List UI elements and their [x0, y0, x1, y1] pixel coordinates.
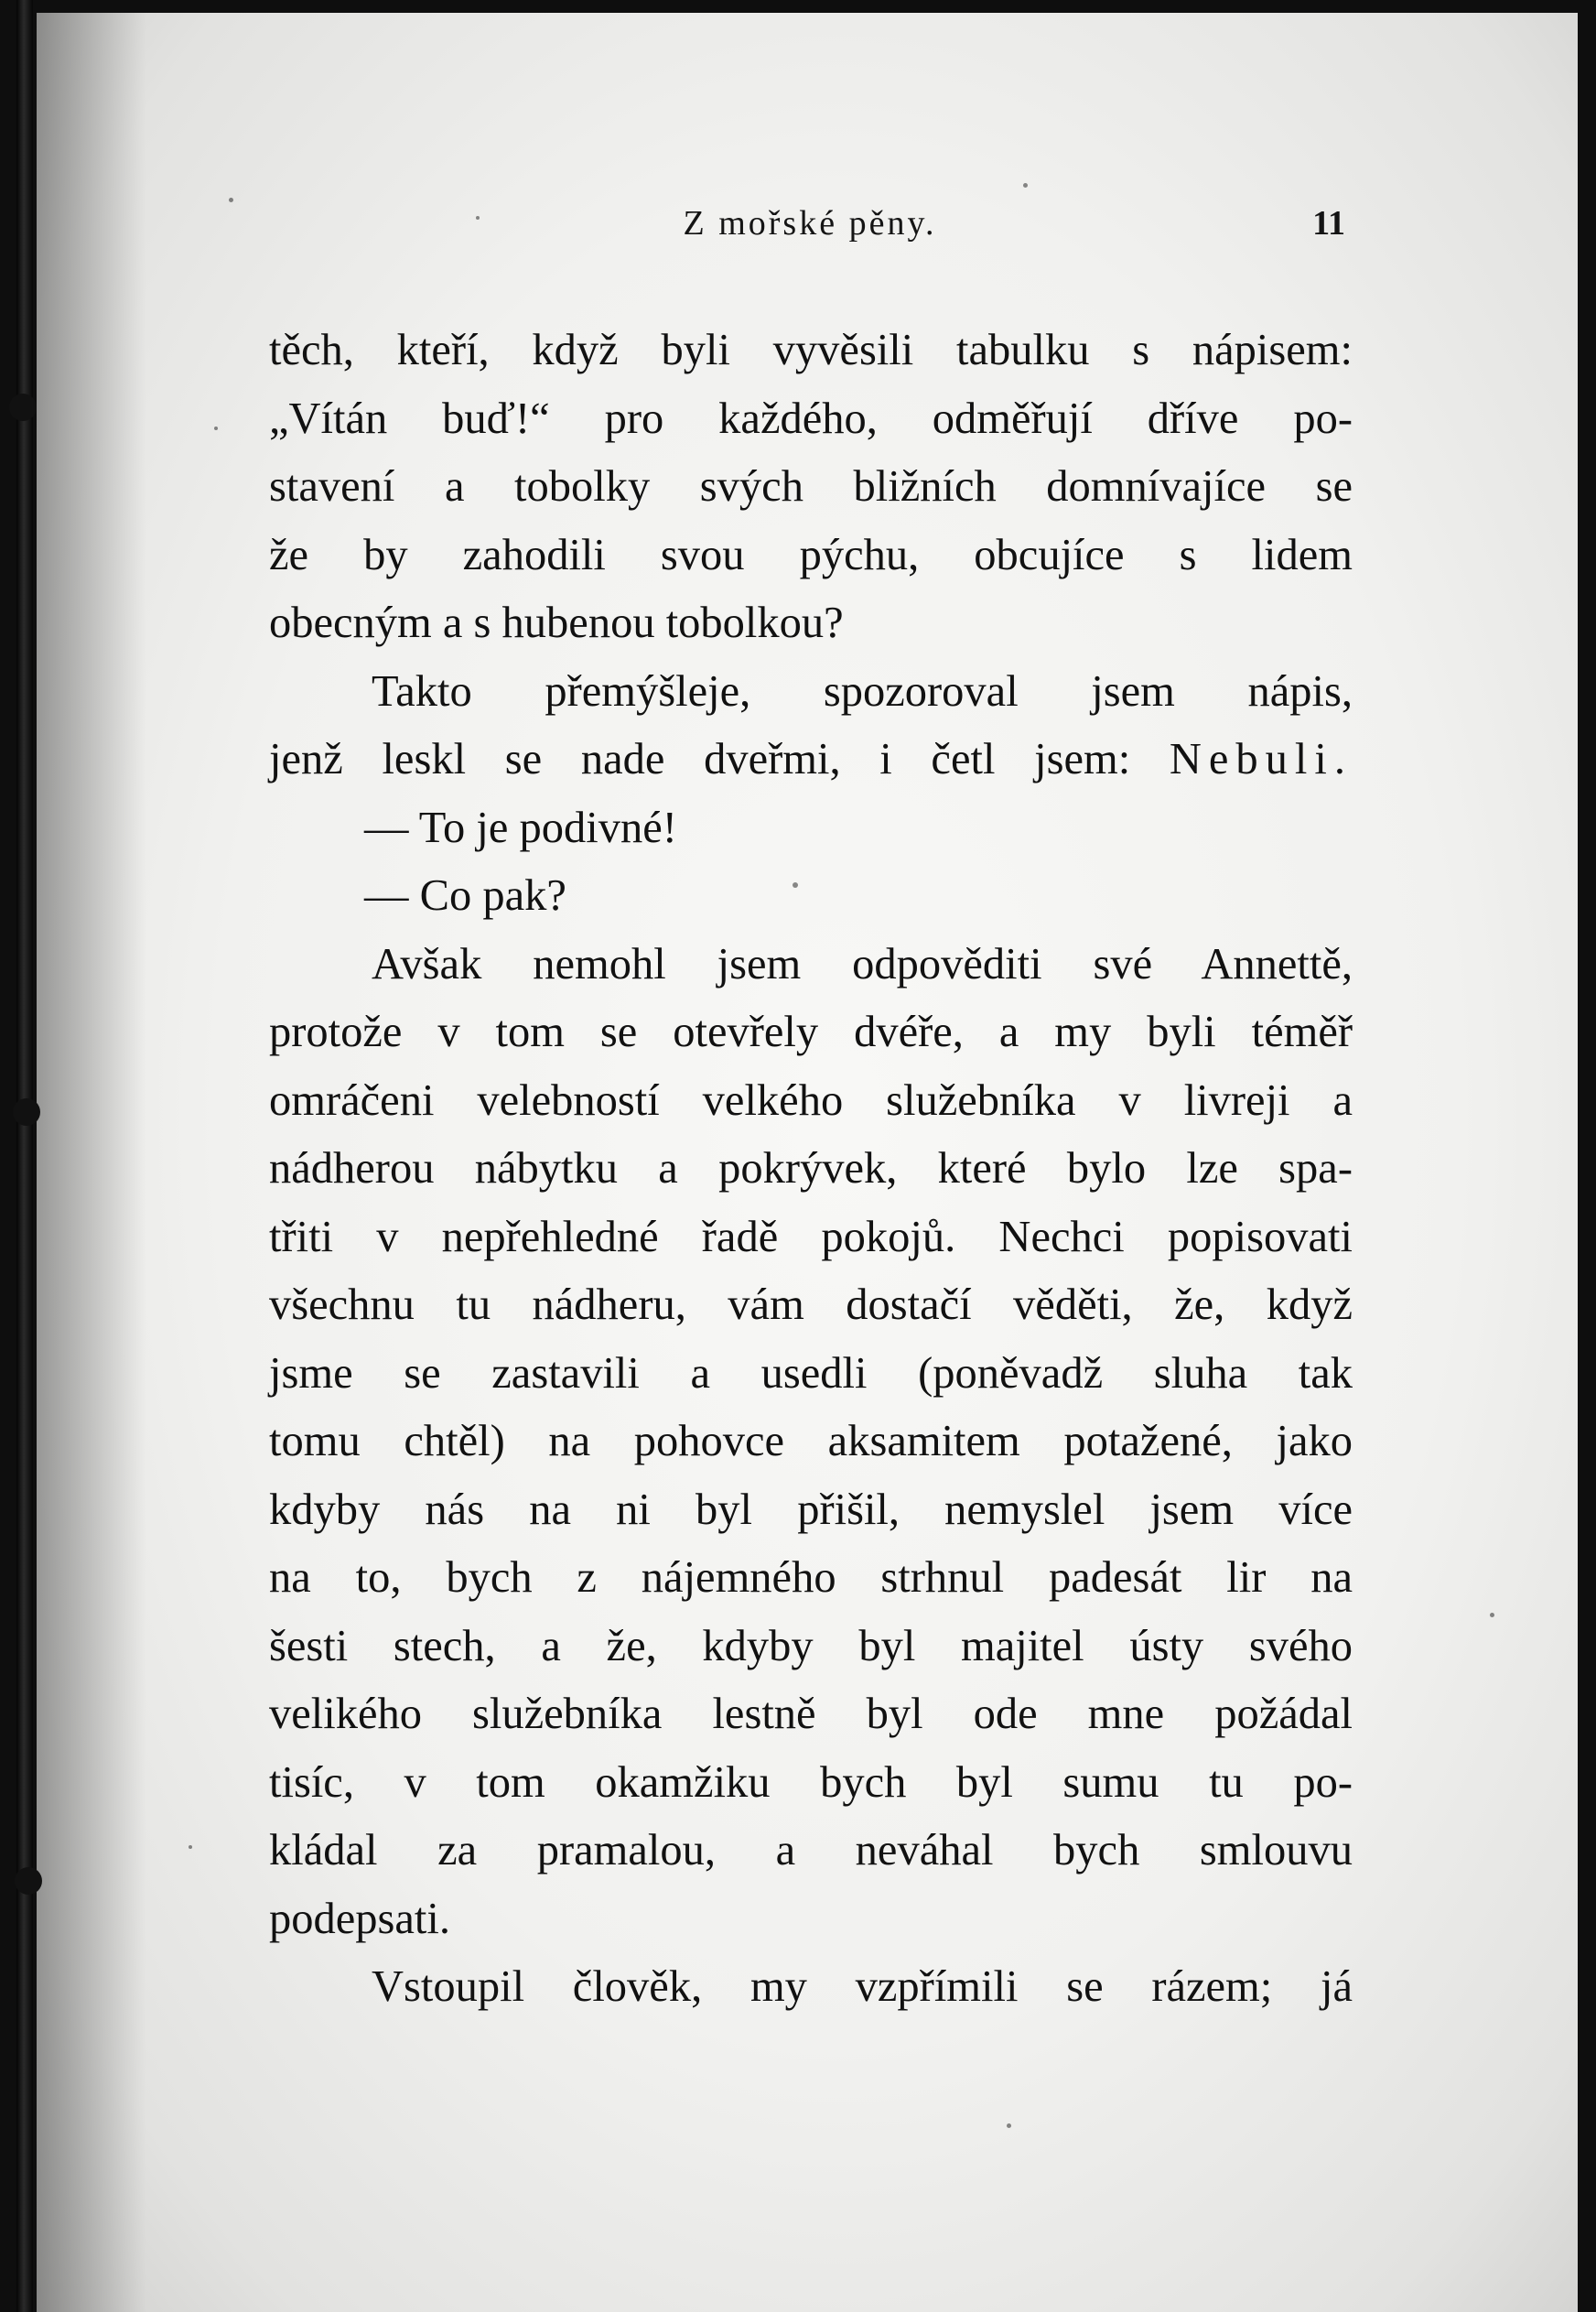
- text-line: těch, kteří, když byli vyvěsili tabulku s nápisem:: [269, 326, 1353, 374]
- body-text: [269, 317, 1353, 2022]
- text-line: „Vítán buď!“ pro každého, odměřují dříve po-: [269, 394, 1353, 443]
- paper-speck: [1023, 183, 1028, 188]
- binding-knot: [13, 1098, 40, 1126]
- text-line: kládal za pramalou, a neváhal bych smlouvu: [269, 1826, 1353, 1874]
- sign-word: Nebuli.: [1169, 735, 1353, 783]
- text-line: že by zahodili svou pýchu, obcujíce s lidem: [269, 530, 1353, 579]
- text-line: tomu chtěl) na pohovce aksamitem potažené, jako: [269, 1417, 1353, 1465]
- text-line: třiti v nepřehledné řadě pokojů. Nechci popisovati: [269, 1212, 1353, 1261]
- paper-speck: [189, 1845, 192, 1849]
- text-line: tisíc, v tom okamžiku bych byl sumu tu po-: [269, 1757, 1353, 1807]
- paper-speck: [1490, 1613, 1494, 1617]
- page-header: [275, 196, 1345, 251]
- text-line: velikého služebníka lestně byl ode mne požádal: [269, 1690, 1353, 1738]
- text-line: nádherou nábytku a pokrývek, které bylo lze spa-: [269, 1144, 1353, 1193]
- binding-knot: [9, 394, 37, 421]
- paper-speck: [229, 198, 233, 202]
- binding-thread: [16, 0, 33, 2312]
- binding-knot: [15, 1867, 42, 1895]
- text-line: podepsati.: [269, 1894, 451, 1943]
- running-title: Z mořské pěny.: [683, 204, 937, 243]
- text-line: kdyby nás na ni byl přišil, nemyslel jsem více: [269, 1485, 1353, 1534]
- text-line: stavení a tobolky svých bližních domnívajíce se: [269, 462, 1353, 511]
- paragraph-start: Vstoupil člověk, my vzpřímili se rázem; já: [372, 1962, 1353, 2011]
- text-line: všechnu tu nádheru, vám dostačí věděti, že, když: [269, 1280, 1353, 1329]
- paragraph-start: Takto přemýšleje, spozoroval jsem nápis,: [372, 666, 1353, 716]
- text-segment: jenž leskl se nade dveřmi, i četl jsem:: [269, 735, 1131, 783]
- text-line: obecným a s hubenou tobolkou?: [269, 599, 844, 647]
- page-number: 11: [1312, 204, 1345, 243]
- text-line: jsme se zastavili a usedli (poněvadž sluha tak: [269, 1348, 1353, 1398]
- paragraph-start: Avšak nemohl jsem odpověditi své Annettě,: [372, 939, 1353, 989]
- text-line: šesti stech, a že, kdyby byl majitel ústy svého: [269, 1621, 1353, 1670]
- text-line: omráčeni velebností velkého služebníka v livreji a: [269, 1075, 1353, 1125]
- gutter-shadow: [37, 13, 146, 2312]
- text-line: na to, bych z nájemného strhnul padesát lir na: [269, 1553, 1353, 1602]
- paper-speck: [214, 427, 218, 430]
- dialogue-line: — Co pak?: [364, 871, 566, 920]
- paper-speck: [1007, 2123, 1011, 2128]
- text-line: [269, 726, 1353, 794]
- text-line: protože v tom se otevřely dvéře, a my byli téměř: [269, 1008, 1353, 1056]
- dialogue-line: — To je podivné!: [364, 803, 677, 852]
